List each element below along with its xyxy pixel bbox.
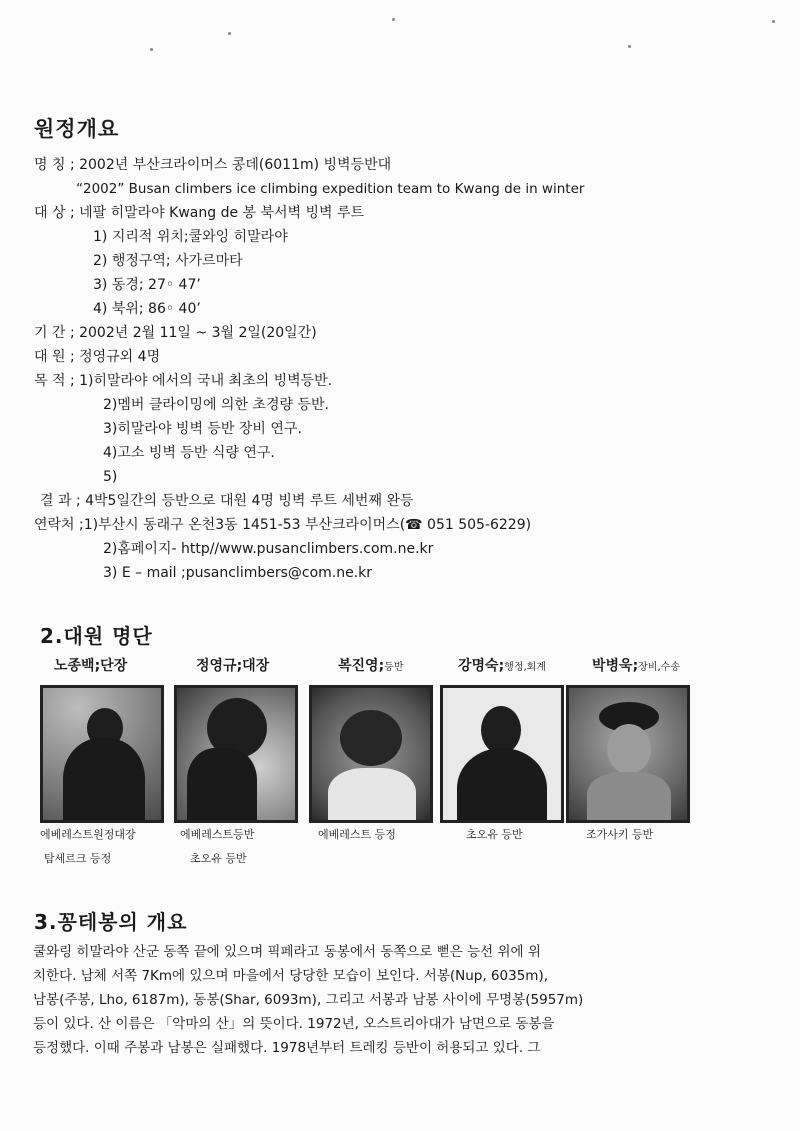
member-role: 장비,수송 — [638, 662, 680, 673]
member-name: 박병욱; — [592, 658, 639, 674]
overview-purpose-5: 5) — [103, 469, 118, 485]
overview-email-line: 3) E – mail ;pusanclimbers@com.ne.kr — [103, 565, 373, 581]
kongde-line-5: 등정했다. 이때 주봉과 남봉은 실패했다. 1978년부터 트레킹 등반이 허용되고 있다. 그 — [33, 1040, 541, 1056]
member-caption-4a: 초오유 등반 — [466, 828, 523, 841]
kongde-line-1: 쿨와링 히말라야 산군 동쪽 끝에 있으며 픽페라고 동봉에서 동쪽으로 뻗은 능선 위에 위 — [33, 944, 541, 960]
overview-contact-line: 연락처 ;1)부산시 동래구 온천3동 1451-53 부산크라이머스(☎ 051 505-6229) — [34, 517, 532, 533]
overview-district-line: 2) 행정구역; 사가르마타 — [93, 253, 243, 269]
member-name-4 — [458, 655, 598, 675]
member-name-5 — [592, 655, 732, 675]
member-photo-3 — [309, 685, 433, 823]
overview-purpose-line: 목 적 ; 1)히말라야 에서의 국내 최초의 빙벽등반. — [34, 373, 333, 389]
member-caption-2b: 초오유 등반 — [190, 852, 247, 865]
overview-location-line: 1) 지리적 위치;쿨와잉 히말라야 — [93, 229, 288, 245]
overview-result-line: 결 과 ; 4박5일간의 등반으로 대원 4명 빙벽 루트 세번째 완등 — [40, 493, 414, 509]
scan-speck — [772, 20, 775, 23]
overview-name-line: 명 칭 ; 2002년 부산크라이머스 콩데(6011m) 빙벽등반대 — [34, 157, 392, 173]
overview-purpose-4: 4)고소 빙벽 등반 식량 연구. — [103, 445, 275, 461]
member-name-3 — [338, 655, 478, 675]
member-caption-3a: 에베레스트 등정 — [318, 828, 396, 841]
member-caption-1b: 탐세르크 등정 — [44, 852, 112, 865]
member-photo-4 — [440, 685, 564, 823]
kongde-line-3: 남봉(주봉, Lho, 6187m), 동봉(Shar, 6093m), 그리고 서봉과 남봉 사이에 무명봉(5957m) — [33, 992, 584, 1008]
member-photo-5 — [566, 685, 690, 823]
overview-purpose-3: 3)히말라야 빙벽 등반 장비 연구. — [103, 421, 302, 437]
overview-target-line: 대 상 ; 네팔 히말라야 Kwang de 봉 북서벽 빙벽 루트 — [34, 205, 365, 221]
member-caption-5a: 조가사키 등반 — [586, 828, 654, 841]
kongde-line-4: 등이 있다. 산 이름은 「악마의 산」의 뜻이다. 1972년, 오스트리아대가 남면으로 동봉을 — [33, 1016, 555, 1032]
overview-longitude-line: 3) 동경; 27◦ 47’ — [93, 277, 201, 293]
kongde-line-2: 치한다. 남체 서쪽 7Km에 있으며 마을에서 당당한 모습이 보인다. 서봉(Nup, 6035m), — [33, 968, 549, 984]
members-section-title: 2.대원 명단 — [40, 624, 153, 648]
overview-english-name: “2002” Busan climbers ice climbing expedition team to Kwang de in winter — [76, 181, 585, 197]
scan-speck — [228, 32, 231, 35]
overview-latitude-line: 4) 북위; 86◦ 40’ — [93, 301, 201, 317]
member-name: 정영규;대장 — [196, 658, 270, 674]
member-name: 노종백;단장 — [54, 658, 128, 674]
scan-speck — [392, 18, 395, 21]
kongde-paragraph — [33, 940, 723, 1060]
member-photo-1 — [40, 685, 164, 823]
overview-title: 원정개요 — [34, 117, 120, 141]
overview-purpose-2: 2)멤버 클라이밍에 의한 초경량 등반. — [103, 397, 329, 413]
overview-homepage-line: 2)홈페이지- http//www.pusanclimbers.com.ne.kr — [103, 541, 434, 557]
overview-members-line: 대 원 ; 정영규외 4명 — [34, 349, 161, 365]
member-role: 행정,회계 — [504, 662, 546, 673]
member-name: 강명숙; — [458, 658, 505, 674]
member-role: 등반 — [384, 662, 404, 673]
kongde-section-title: 3.꽁테봉의 개요 — [34, 910, 188, 934]
scan-speck — [628, 45, 631, 48]
member-name: 복진영; — [338, 658, 385, 674]
member-photo-2 — [174, 685, 298, 823]
member-caption-1a: 에베레스트원정대장 — [40, 828, 136, 841]
member-caption-2a: 에베레스트등반 — [180, 828, 255, 841]
member-name-1 — [54, 655, 194, 675]
member-name-2 — [196, 655, 336, 675]
scan-speck — [150, 48, 153, 51]
overview-period-line: 기 간 ; 2002년 2월 11일 ~ 3월 2일(20일간) — [34, 325, 317, 341]
